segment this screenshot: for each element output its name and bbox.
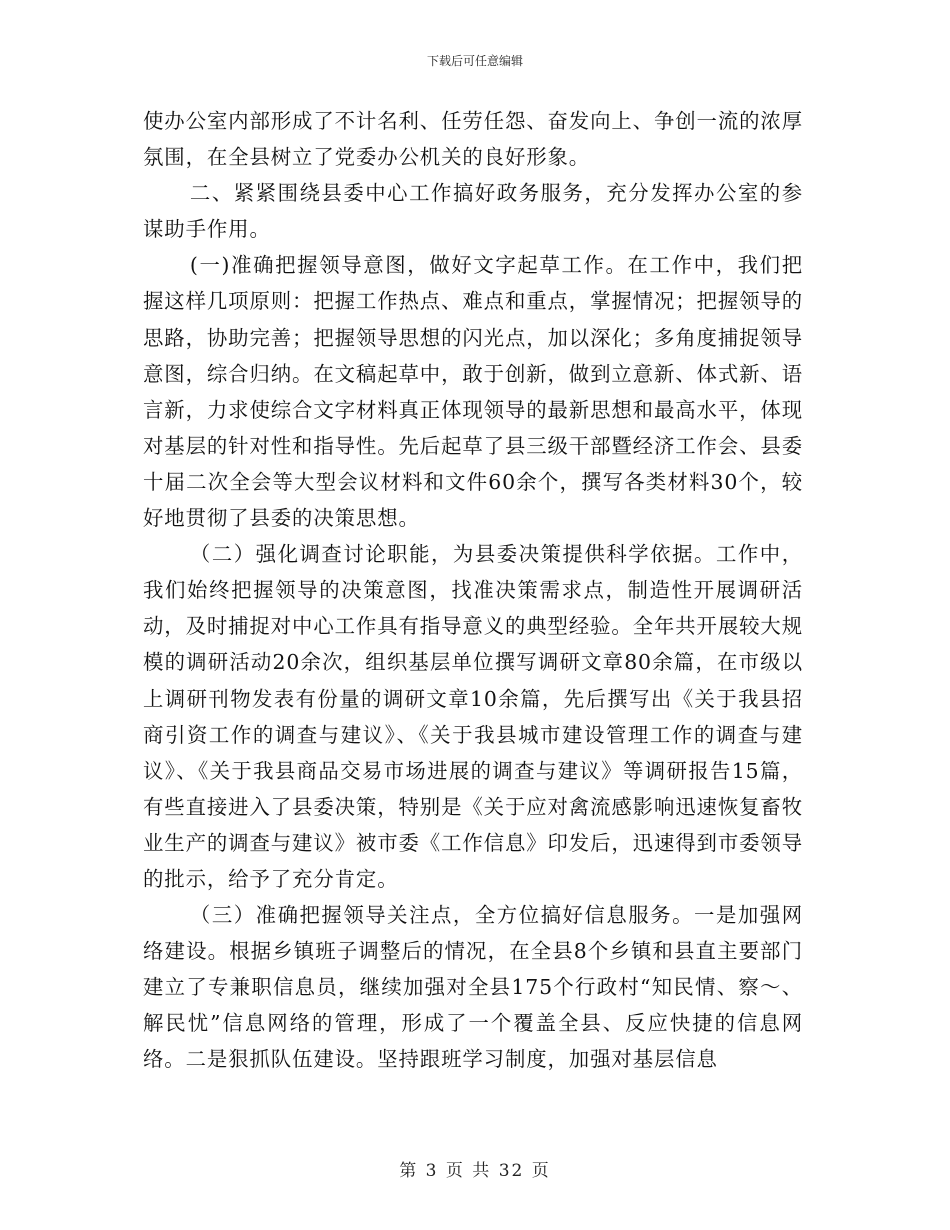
document-body bbox=[143, 103, 803, 1078]
paragraph-item-two: （二）强化调查讨论职能，为县委决策提供科学依据。工作中，我们始终把握领导的决策意图，找准决策需求点，制造性开展调研活动，及时捕捉对中心工作具有指导意义的典型经验。全年共开展较大规模的调研活动20余次，组织基层单位撰写调研文章80余篇，在市级以上调研刊物发表有份量的调研文章10余篇，先后撰写出《关于我县招商引资工作的调查与建议》、《关于我县城市建设管理工作的调查与建议》、《关于我县商品交易市场进展的调查与建议》等调研报告15篇，有些直接进入了县委决策，特别是《关于应对禽流感影响迅速恢复畜牧业生产的调查与建议》被市委《工作信息》印发后，迅速得到市委领导的批示，给予了充分肯定。 bbox=[143, 542, 804, 891]
page-number-footer: 第 3 页 共 32 页 bbox=[399, 1161, 551, 1181]
paragraph-item-three: （三）准确把握领导关注点，全方位搞好信息服务。一是加强网络建设。根据乡镇班子调整后的情况，在全县8个乡镇和县直主要部门建立了专兼职信息员，继续加强对全县175个行政村“知民情、察～、解民忧”信息网络的管理，形成了一个覆盖全县、反应快捷的信息网络。二是狠抓队伍建设。坚持跟班学习制度，加强对基层信息 bbox=[143, 903, 803, 1072]
page-header-note: 下载后可任意编辑 bbox=[426, 54, 523, 68]
paragraph-item-one: (一)准确把握领导意图，做好文字起草工作。在工作中，我们把握这样几项原则：把握工作热点、难点和重点，掌握情况；把握领导的思路，协助完善；把握领导思想的闪光点，加以深化；多角度捕捉领导意图，综合归纳。在文稿起草中，敢于创新，做到立意新、体式新、语言新，力求使综合文字材料真正体现领导的最新思想和最高水平，体现对基层的针对性和指导性。先后起草了县三级干部暨经济工作会、县委十届二次全会等大型会议材料和文件60余个，撰写各类材料30个，较好地贯彻了县委的决策思想。 bbox=[143, 253, 804, 531]
paragraph-continuation: 使办公室内部形成了不计名利、任劳任怨、奋发向上、争创一流的浓厚氛围，在全县树立了党委办公机关的良好形象。 bbox=[143, 109, 804, 170]
paragraph-section-two-heading: 二、紧紧围绕县委中心工作搞好政务服务，充分发挥办公室的参谋助手作用。 bbox=[143, 181, 803, 242]
